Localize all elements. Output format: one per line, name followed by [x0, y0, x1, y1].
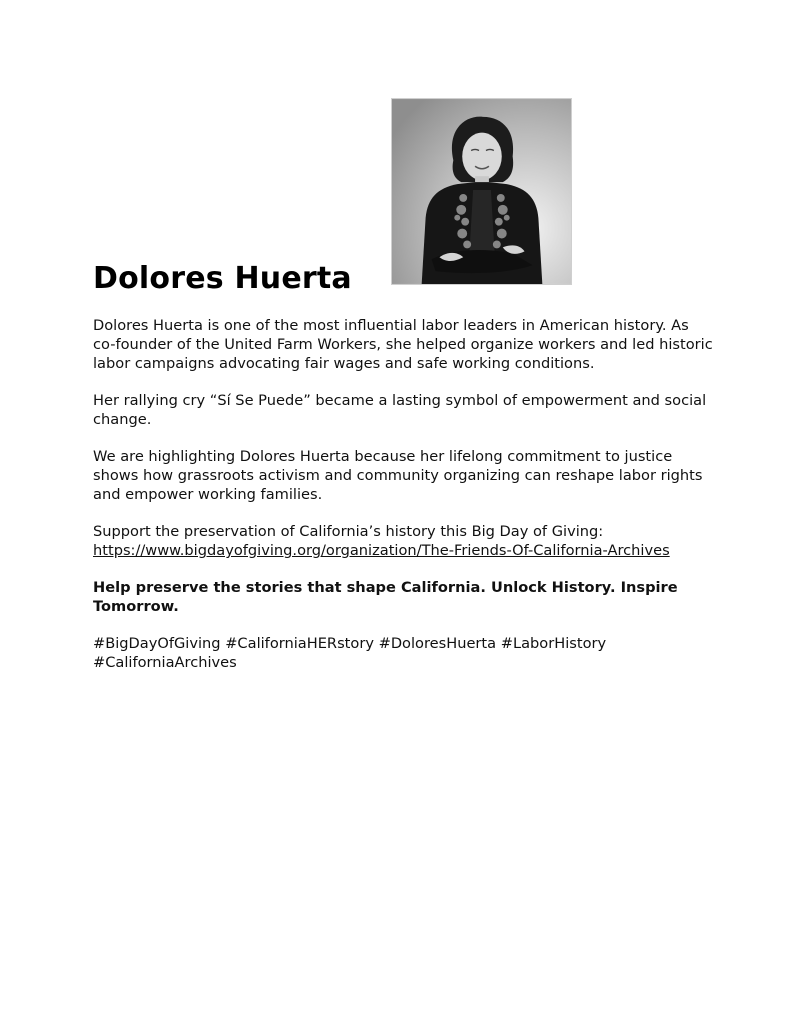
support-text: Support the preservation of California’s history this Big Day of Giving:	[93, 523, 604, 540]
document-body	[93, 316, 713, 690]
highlight-paragraph: We are highlighting Dolores Huerta because her lifelong commitment to justice shows how grassroots activism and community organizing can reshape labor rights and empower working families.	[93, 448, 703, 503]
hashtags: #BigDayOfGiving #CaliforniaHERstory #DoloresHuerta #LaborHistory #CaliforniaArchives	[93, 635, 607, 671]
portrait-image	[392, 99, 571, 284]
donation-link[interactable]: https://www.bigdayofgiving.org/organization/The-Friends-Of-California-Archives	[93, 542, 670, 559]
call-to-action: Help preserve the stories that shape California. Unlock History. Inspire Tomorrow.	[93, 579, 678, 615]
page-title: Dolores Huerta	[93, 261, 352, 296]
rallying-cry-paragraph: Her rallying cry “Sí Se Puede” became a lasting symbol of empowerment and social change.	[93, 392, 707, 428]
portrait-photo	[391, 98, 572, 285]
support-paragraph	[93, 522, 713, 560]
intro-paragraph: Dolores Huerta is one of the most influential labor leaders in American history. As co-founder of the United Farm Workers, she helped organize workers and led historic labor campaigns advocating fair wages and safe working conditions.	[93, 317, 713, 372]
